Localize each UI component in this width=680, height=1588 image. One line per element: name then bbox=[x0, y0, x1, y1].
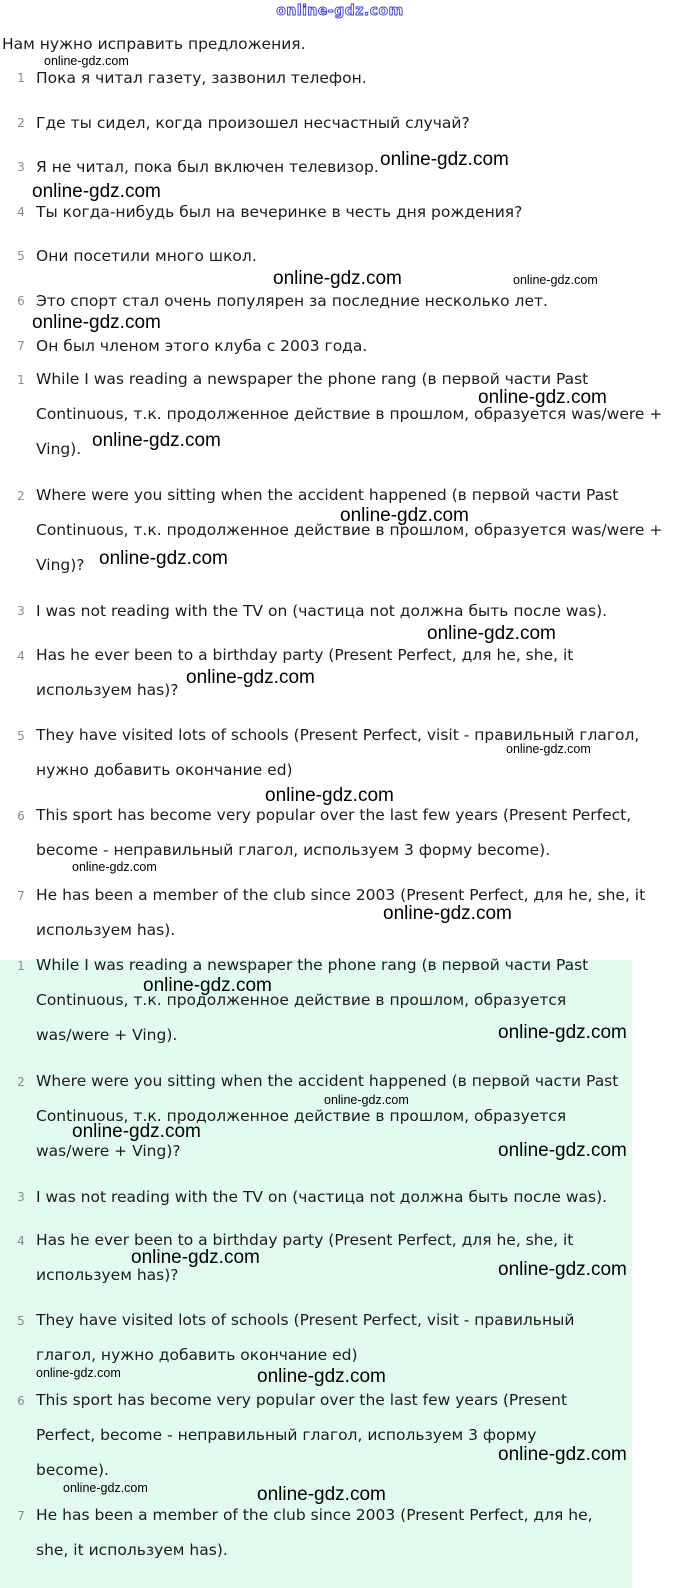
item-number: 1 bbox=[17, 71, 25, 85]
watermark: online-gdz.com bbox=[498, 1140, 627, 1161]
item-text: He has been a member of the club since 2003 (Present Perfect, для he, she, it используем has). bbox=[36, 1506, 593, 1559]
watermark: online-gdz.com bbox=[498, 1259, 627, 1280]
item-text: Где ты сидел, когда произошел несчастный случай? bbox=[36, 114, 470, 132]
watermark: online-gdz.com bbox=[506, 742, 591, 756]
item-text: Where were you sitting when the accident happened (в первой части Past Continuous, т.к. продолженное действие в прошлом, образуется was/were + Ving)? bbox=[36, 1072, 619, 1160]
watermark: online-gdz.com bbox=[380, 149, 509, 170]
item-text: While I was reading a newspaper the phone rang (в первой части Past Continuous, т.к. продолженное действие в прошлом, образуется was/were + Ving). bbox=[36, 956, 589, 1044]
watermark: online-gdz.com bbox=[32, 312, 161, 333]
item-number: 7 bbox=[17, 1509, 25, 1523]
item-number: 2 bbox=[17, 116, 25, 130]
item-text: Я не читал, пока был включен телевизор. bbox=[36, 158, 379, 176]
watermark: online-gdz.com bbox=[186, 667, 315, 688]
item-number: 1 bbox=[17, 373, 25, 387]
item-number: 5 bbox=[17, 249, 25, 263]
watermark: online-gdz.com bbox=[44, 54, 129, 68]
watermark: online-gdz.com bbox=[498, 1022, 627, 1043]
watermark: online-gdz.com bbox=[273, 268, 402, 289]
item-number: 3 bbox=[17, 604, 25, 618]
watermark: online-gdz.com bbox=[324, 1093, 409, 1107]
watermark: online-gdz.com bbox=[63, 1481, 148, 1495]
item-text: Where were you sitting when the accident happened (в первой части Past Continuous, т.к. продолженное действие в прошлом, образуется was/were + Ving)? bbox=[36, 486, 663, 574]
item-text: Has he ever been to a birthday party (Present Perfect, для he, she, it используем has)? bbox=[36, 1231, 574, 1284]
watermark: online-gdz.com bbox=[143, 975, 272, 996]
watermark: online-gdz.com bbox=[99, 548, 228, 569]
item-number: 4 bbox=[17, 1234, 25, 1248]
item-number: 7 bbox=[17, 889, 25, 903]
item-text: Has he ever been to a birthday party (Present Perfect, для he, she, it используем has)? bbox=[36, 646, 574, 699]
item-number: 1 bbox=[17, 959, 25, 973]
watermark: online-gdz.com bbox=[131, 1247, 260, 1268]
watermark: online-gdz.com bbox=[36, 1366, 121, 1380]
item-text: This sport has become very popular over the last few years (Present Perfect, become - неправильный глагол, используем 3 форму become). bbox=[36, 806, 632, 859]
intro-text: Нам нужно исправить предложения. bbox=[2, 35, 306, 53]
item-text: I was not reading with the TV on (частица not должна быть после was). bbox=[36, 1188, 608, 1206]
watermark: online-gdz.com bbox=[32, 181, 161, 202]
item-text: Он был членом этого клуба с 2003 года. bbox=[36, 337, 368, 355]
item-text: Это спорт стал очень популярен за последние несколько лет. bbox=[36, 292, 548, 310]
item-text: Пока я читал газету, зазвонил телефон. bbox=[36, 69, 367, 87]
watermark: online-gdz.com bbox=[498, 1444, 627, 1465]
item-number: 6 bbox=[17, 809, 25, 823]
watermark: online-gdz.com bbox=[72, 860, 157, 874]
watermark: online-gdz.com bbox=[72, 1121, 201, 1142]
item-text: This sport has become very popular over the last few years (Present Perfect, become - неправильный глагол, используем 3 форму become). bbox=[36, 1391, 568, 1479]
item-number: 5 bbox=[17, 1314, 25, 1328]
watermark: online-gdz.com bbox=[257, 1484, 386, 1505]
item-text: He has been a member of the club since 2003 (Present Perfect, для he, she, it используем has). bbox=[36, 886, 646, 939]
item-number: 7 bbox=[17, 339, 25, 353]
item-number: 2 bbox=[17, 489, 25, 503]
watermark: online-gdz.com bbox=[265, 785, 394, 806]
item-number: 5 bbox=[17, 729, 25, 743]
item-number: 3 bbox=[17, 160, 25, 174]
watermark: online-gdz.com bbox=[513, 273, 598, 287]
watermark: online-gdz.com bbox=[257, 1366, 386, 1387]
item-number: 2 bbox=[17, 1075, 25, 1089]
watermark: online-gdz.com bbox=[383, 903, 512, 924]
item-number: 4 bbox=[17, 649, 25, 663]
item-number: 6 bbox=[17, 1394, 25, 1408]
item-text: I was not reading with the TV on (частица not должна быть после was). bbox=[36, 602, 608, 620]
watermark: online-gdz.com bbox=[92, 430, 221, 451]
item-text: They have visited lots of schools (Present Perfect, visit - правильный глагол, нужно добавить окончание ed) bbox=[36, 1311, 575, 1364]
watermark: online-gdz.com bbox=[427, 623, 556, 644]
item-text: They have visited lots of schools (Present Perfect, visit - правильный глагол, нужно добавить окончание ed) bbox=[36, 726, 640, 779]
site-logo: online-gdz.com bbox=[276, 3, 404, 19]
item-text: While I was reading a newspaper the phone rang (в первой части Past Continuous, т.к. продолженное действие в прошлом, образуется was/were + Ving). bbox=[36, 370, 663, 458]
item-text: Ты когда-нибудь был на вечеринке в честь дня рождения? bbox=[36, 203, 523, 221]
item-text: Они посетили много школ. bbox=[36, 247, 257, 265]
watermark: online-gdz.com bbox=[478, 387, 607, 408]
item-number: 4 bbox=[17, 205, 25, 219]
item-number: 3 bbox=[17, 1190, 25, 1204]
item-number: 6 bbox=[17, 294, 25, 308]
watermark: online-gdz.com bbox=[340, 505, 469, 526]
